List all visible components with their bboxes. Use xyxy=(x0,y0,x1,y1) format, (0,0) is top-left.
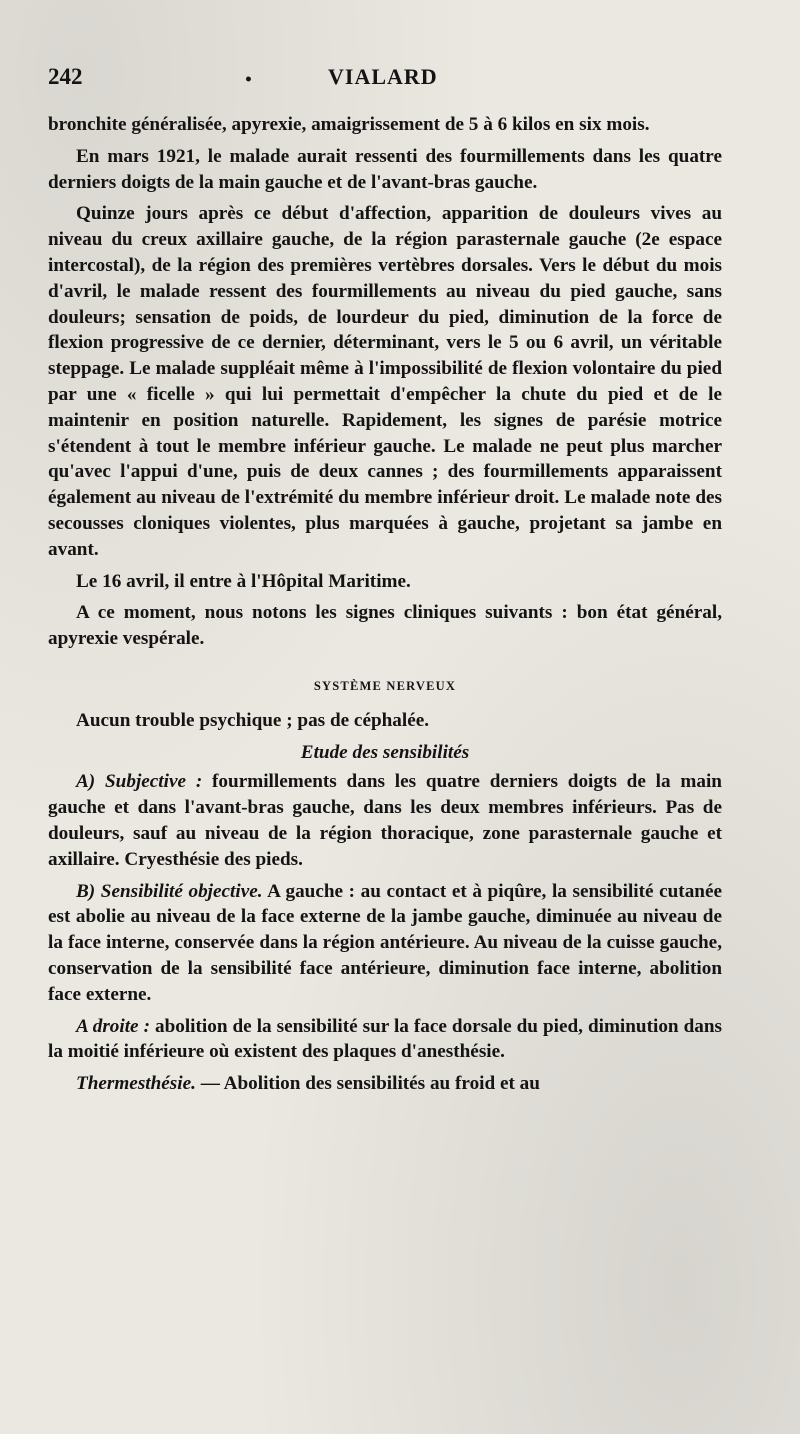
paragraph-8-label: B) Sensibilité objective. xyxy=(76,880,263,902)
paragraph-9-text: abolition de la sensibilité sur la face dorsale du pied, diminution dans la moitié inférieure où existent des plaques d'anesthésie. xyxy=(48,1015,722,1063)
paragraph-7 xyxy=(48,769,722,872)
paragraph-2: En mars 1921, le malade aurait ressenti des fourmillements dans les quatre derniers doigts de la main gauche et de l'avant-bras gauche. xyxy=(48,145,722,193)
paragraph-9-label: A droite : xyxy=(76,1015,150,1037)
paragraph-9 xyxy=(48,1014,722,1066)
page-header xyxy=(48,62,728,96)
paragraph-6: Aucun trouble psychique ; pas de céphalée. xyxy=(76,709,430,731)
running-title: VIALARD xyxy=(328,64,438,89)
paragraph-10 xyxy=(48,1071,722,1097)
paragraph-10-text: — Abolition des sensibilités au froid et au xyxy=(195,1073,540,1095)
paragraph-5: A ce moment, nous notons les signes cliniques suivants : bon état général, apyrexie vespérale. xyxy=(48,602,722,650)
section-heading: SYSTÈME NERVEUX xyxy=(313,678,457,693)
paragraph-8-text: A gauche : au contact et à piqûre, la sensibilité cutanée est abolie au niveau de la face externe de la jambe gauche, diminuée au niveau de la face interne, conservée dans la région antérieure. Au niveau de la cuisse gauche, conservation de la sensibilité face antérieure, diminution face interne, abolition face externe. xyxy=(48,880,722,1005)
paragraph-10-label: Thermesthésie. xyxy=(76,1073,196,1095)
header-ornament: • xyxy=(244,72,253,88)
page-number: 242 xyxy=(48,64,83,89)
paragraph-8 xyxy=(48,879,722,1008)
subheading: Etude des sensibilités xyxy=(300,741,470,763)
paragraph-7-label: A) Subjective : xyxy=(76,771,203,793)
body-text xyxy=(48,112,722,1097)
paragraph-3: Quinze jours après ce début d'affection, apparition de douleurs vives au niveau du creux axillaire gauche, de la région parasternale gauche (2e espace intercostal), de la région des premières vertèbres dorsales. Vers le début du mois d'avril, le malade ressent des fourmillements au niveau du pied gauche, sans douleurs; sensation de poids, de lourdeur du pied, diminution de la force de flexion progressive de ce dernier, déterminant, vers le 5 ou 6 avril, un véritable steppage. Le malade suppléait même à l'impossibilité de flexion volontaire du pied par une « ficelle » qui lui permettait d'empêcher la chute du pied et de le maintenir en position naturelle. Rapidement, les signes de parésie motrice s'étendent à tout le membre inférieur gauche. Le malade ne peut plus marcher qu'avec l'appui d'une, puis de deux cannes ; des fourmillements apparaissent également au niveau de l'extrémité du membre inférieur droit. Le malade note des secousses cloniques violentes, plus marquées à gauche, projetant sa jambe en avant. xyxy=(48,203,722,560)
paragraph-1: bronchite généralisée, apyrexie, amaigrissement de 5 à 6 kilos en six mois. xyxy=(48,114,650,135)
paragraph-4: Le 16 avril, il entre à l'Hôpital Maritime. xyxy=(76,570,411,592)
paragraph-7-text: fourmillements dans les quatre derniers doigts de la main gauche et dans l'avant-bras gauche, dans les deux membres inférieurs. Pas de douleurs, sauf au niveau de la région thoracique, zone parasternale gauche et axillaire. Cryesthésie des pieds. xyxy=(48,771,722,870)
